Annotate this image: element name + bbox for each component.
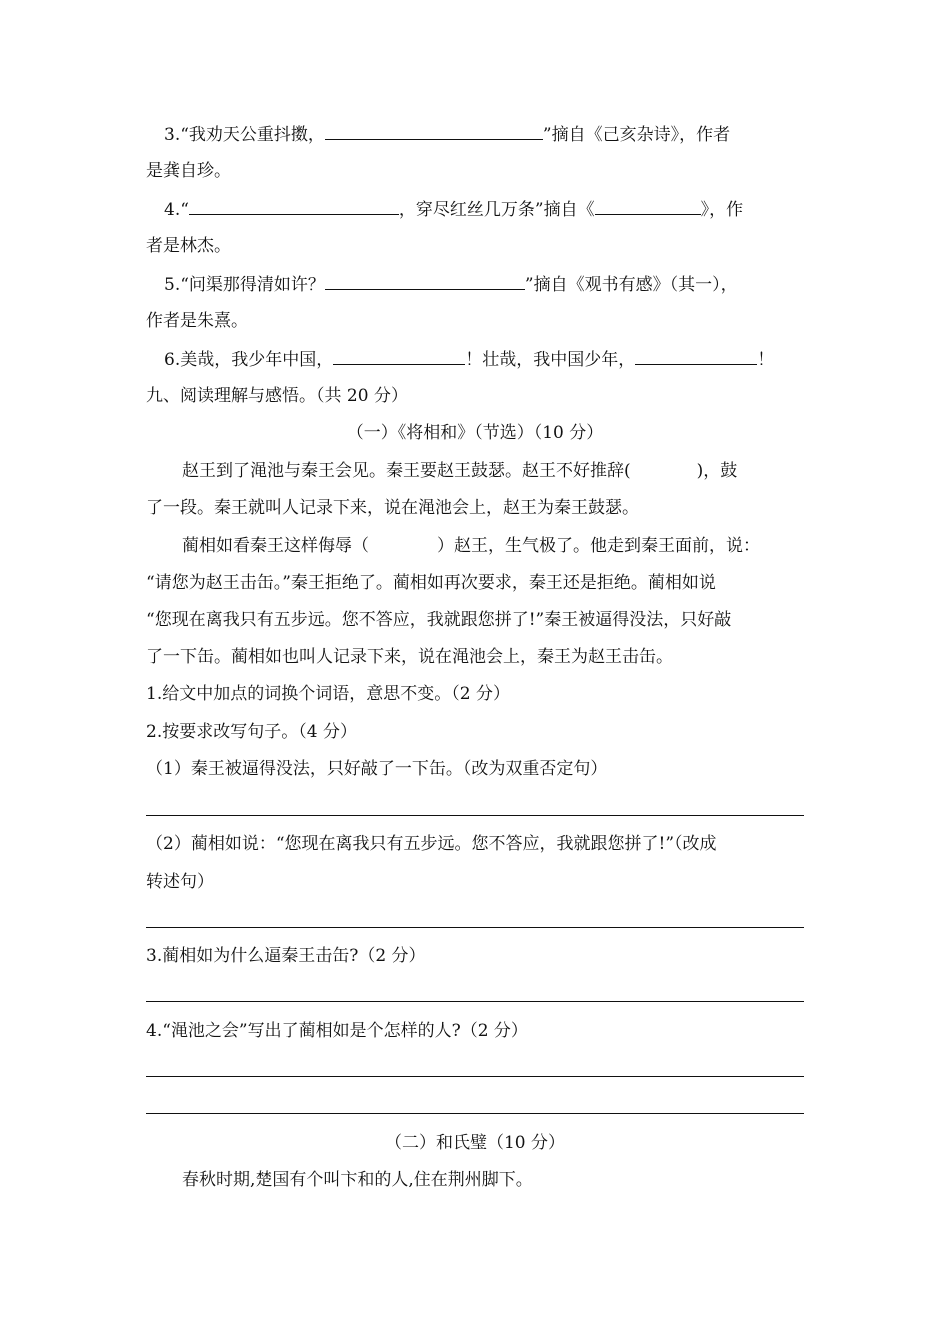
answer-line-4a[interactable] xyxy=(146,1076,804,1077)
question-2-2-line-1: （2）蔺相如说：“您现在离我只有五步远。您不答应，我就跟您拼了!”（改成 xyxy=(146,834,717,854)
q3-continuation: 是龚自珍。 xyxy=(146,161,231,181)
q6-prefix: 6.美哉，我少年中国， xyxy=(164,350,334,370)
q5-prefix: 5.“问渠那得清如许？ xyxy=(164,275,325,295)
answer-line-3[interactable] xyxy=(146,1001,804,1002)
q4-middle: ，穿尽红丝几万条”摘自《 xyxy=(398,200,595,220)
q4-blank-2[interactable] xyxy=(595,197,701,215)
passage-2-line-1a: 蔺相如看秦王这样侮辱（ xyxy=(182,536,369,556)
q6-blank-2[interactable] xyxy=(635,347,757,365)
question-4: 4.“渑池之会”写出了蔺相如是个怎样的人?（2 分） xyxy=(146,1021,528,1041)
fill-in-q5 xyxy=(164,272,738,297)
answer-line-2-1[interactable] xyxy=(146,815,804,816)
q3-blank[interactable] xyxy=(325,122,543,140)
passage-2-line-1 xyxy=(182,534,760,558)
q4-suffix: 》，作 xyxy=(700,200,744,220)
passage-2-line-2: “请您为赵王击缶。”秦王拒绝了。蔺相如再次要求，秦王还是拒绝。蔺相如说 xyxy=(146,573,716,593)
part-2-title: （二）和氏璧（10 分） xyxy=(384,1133,566,1153)
passage-1-line-1b: )，鼓 xyxy=(696,461,738,481)
fill-in-q4 xyxy=(164,197,743,222)
q5-continuation: 作者是朱熹。 xyxy=(146,311,248,331)
q6-blank-1[interactable] xyxy=(333,347,465,365)
question-3: 3.蔺相如为什么逼秦王击缶?（2 分） xyxy=(146,946,426,966)
question-2-1: （1）秦王被逼得没法，只好敲了一下缶。（改为双重否定句） xyxy=(146,759,608,779)
question-1: 1.给文中加点的词换个词语，意思不变。（2 分） xyxy=(146,684,510,704)
passage-2-line-4: 了一下缶。蔺相如也叫人记录下来，说在渑池会上，秦王为赵王击缶。 xyxy=(146,647,673,667)
fill-in-q6 xyxy=(164,347,774,372)
passage-1-line-2: 了一段。秦王就叫人记录下来，说在渑池会上，赵王为秦王鼓瑟。 xyxy=(146,498,639,518)
question-2: 2.按要求改写句子。（4 分） xyxy=(146,722,357,742)
q4-continuation: 者是林杰。 xyxy=(146,236,231,256)
q4-blank-1[interactable] xyxy=(189,197,399,215)
q4-prefix: 4.“ xyxy=(164,200,189,220)
answer-line-2-2[interactable] xyxy=(146,927,804,928)
q3-suffix: ”摘自《己亥杂诗》，作者 xyxy=(542,125,731,145)
answer-line-4b[interactable] xyxy=(146,1113,804,1114)
part-1-title: （一）《将相和》（节选）（10 分） xyxy=(346,423,604,443)
passage-2-line-1b: ）赵王，生气极了。他走到秦王面前，说： xyxy=(437,536,760,556)
passage-1-line-1a: 赵王到了渑池与秦王会见。秦王要赵王鼓瑟。赵王不好推辞( xyxy=(182,461,631,481)
part-2-paragraph-1: 春秋时期,楚国有个叫卞和的人,住在荆州脚下。 xyxy=(182,1170,533,1190)
q5-suffix: ”摘自《观书有感》（其一）， xyxy=(524,275,738,295)
section-9-title: 九、阅读理解与感悟。（共 20 分） xyxy=(146,386,408,406)
q3-prefix: 3.“我劝天公重抖擞， xyxy=(164,125,325,145)
passage-1-line-1 xyxy=(182,459,737,483)
fill-in-q3 xyxy=(164,122,730,147)
question-2-2-line-2: 转述句） xyxy=(146,872,214,892)
q5-blank[interactable] xyxy=(325,272,525,290)
passage-2-line-3: “您现在离我只有五步远。您不答应，我就跟您拼了!”秦王被逼得没法，只好敲 xyxy=(146,610,732,630)
q6-suffix: ！ xyxy=(757,350,775,370)
q6-middle: ！壮哉，我中国少年， xyxy=(465,350,636,370)
